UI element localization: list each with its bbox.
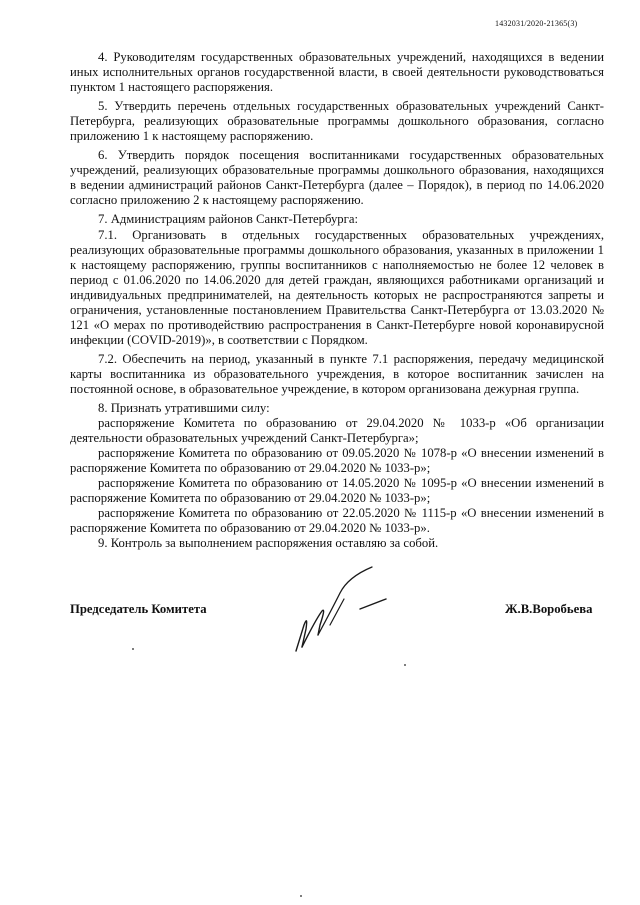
repealed-order-2: распоряжение Комитета по образованию от 09.05.2020 № 1078-р «О внесении изменений в распоряжение Комитета по образованию от 29.04.2020 № 1033-р»; xyxy=(70,446,604,476)
scan-speck xyxy=(404,664,406,666)
paragraph-9: 9. Контроль за выполнением распоряжения оставляю за собой. xyxy=(98,536,439,551)
handwritten-signature xyxy=(282,563,392,658)
paragraph-4: 4. Руководителям государственных образовательных учреждений, находящихся в ведении иных исполнительных органов государственной власти, в своей деятельности руководствоваться пунктом 1 настоящего распоряжения. xyxy=(70,50,604,95)
document-body xyxy=(70,50,604,552)
repealed-order-1: распоряжение Комитета по образованию от 29.04.2020 № 1033-р «Об организации деятельности образовательных учреждений Санкт-Петербурга»; xyxy=(70,416,604,446)
scan-speck xyxy=(132,648,134,650)
repealed-order-3: распоряжение Комитета по образованию от 14.05.2020 № 1095-р «О внесении изменений в распоряжение Комитета по образованию от 29.04.2020 № 1033-р»; xyxy=(70,476,604,506)
paragraph-5: 5. Утвердить перечень отдельных государственных образовательных учреждений Санкт-Петербурга, реализующих образовательные программы дошкольного образования, согласно приложению 1 к настоящему распоряжению. xyxy=(70,99,604,144)
scan-speck xyxy=(300,895,302,897)
paragraph-7-2: 7.2. Обеспечить на период, указанный в пункте 7.1 распоряжения, передачу медицинской карты воспитанника из образовательного учреждения, в которое воспитанник зачислен на постоянной основе, в образовательное учреждение, в котором организована дежурная группа. xyxy=(70,351,604,396)
paragraph-7: 7. Администрациям районов Санкт-Петербурга: xyxy=(98,212,359,227)
document-number: 1432031/2020-21365(3) xyxy=(495,19,578,28)
repealed-order-4: распоряжение Комитета по образованию от 22.05.2020 № 1115-р «О внесении изменений в распоряжение Комитета по образованию от 29.04.2020 № 1033-р». xyxy=(70,506,604,536)
paragraph-7-1: 7.1. Организовать в отдельных государственных образовательных учреждениях, реализующих образовательные программы дошкольного образования, указанных в приложении 1 к настоящему распоряжению, группы воспитанников с наполняемостью не более 12 человек в период с 01.06.2020 по 14.06.2020 для детей граждан, являющихся работниками организаций и индивидуальных предпринимателей, на деятельность которых не распространяются запреты и ограничения, установленные постановлением Правительства Санкт-Петербурга от 13.03.2020 № 121 «О мерах по противодействию распространения в Санкт-Петербурге новой коронавирусной инфекции (COVID-2019)», в соответствии с Порядком. xyxy=(70,227,604,347)
paragraph-8: 8. Признать утратившими силу: xyxy=(98,401,270,416)
signer-position: Председатель Комитета xyxy=(70,602,207,616)
paragraph-6: 6. Утвердить порядок посещения воспитанниками государственных образовательных учреждений, реализующих образовательные программы дошкольного образования, находящихся в ведении администраций районов Санкт-Петербурга (далее – Порядок), в период по 14.06.2020 согласно приложению 2 к настоящему распоряжению. xyxy=(70,148,604,208)
signer-name: Ж.В.Воробьева xyxy=(505,602,593,616)
